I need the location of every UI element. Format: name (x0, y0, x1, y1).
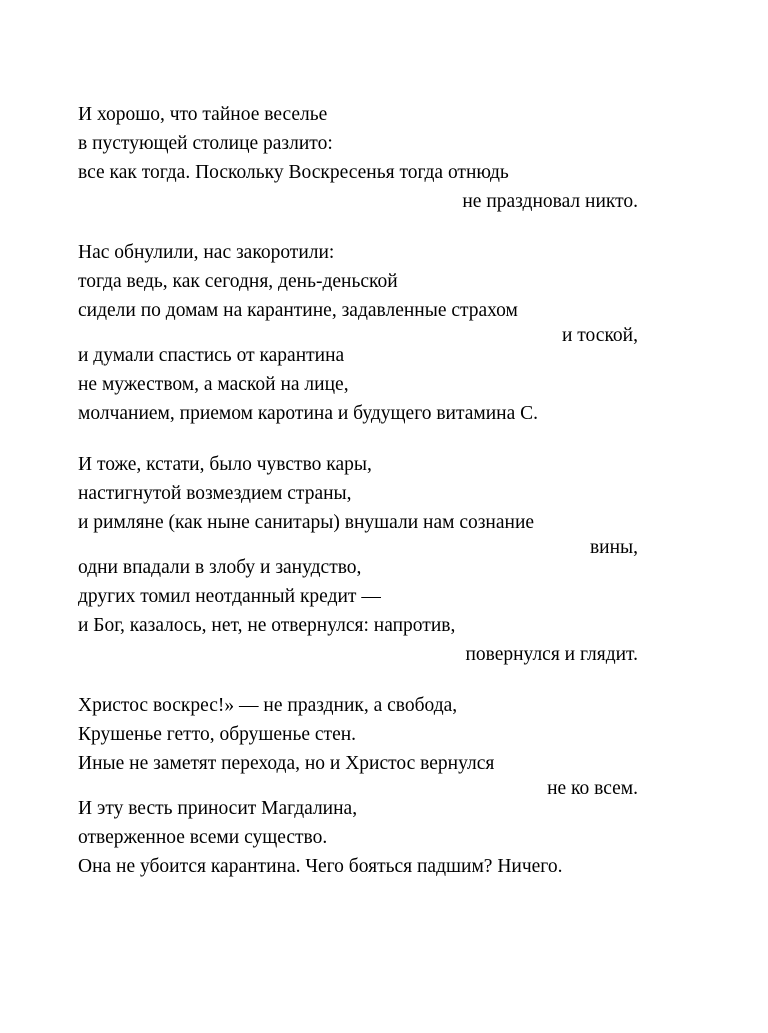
poem-line: других томил неотданный кредит — (78, 586, 381, 607)
stanza-3 (78, 450, 638, 669)
poem-line-continuation: вины, (589, 537, 638, 558)
poem-line: Христос воскрес!» — не праздник, а свобода, (78, 695, 458, 716)
poem-line: молчанием, приемом каротина и будущего витамина С. (78, 403, 539, 424)
poem-line: настигнутой возмездием страны, (78, 483, 352, 504)
stanza-4 (78, 691, 638, 881)
poem-line: все как тогда. Поскольку Воскресенья тогда отнюдь (78, 162, 509, 183)
poem-line: не мужеством, а маской на лице, (78, 374, 349, 395)
poem-line: И эту весть приносит Магдалина, (78, 798, 358, 819)
poem-line-continuation: повернулся и глядит. (465, 644, 638, 665)
poem-line: сидели по домам на карантине, задавленные страхом (78, 300, 518, 321)
poem-line-continuation: не праздновал никто. (462, 191, 638, 212)
poem-line: Иные не заметят перехода, но и Христос вернулся (78, 753, 495, 774)
stanza-2 (78, 238, 638, 428)
poem-text (78, 100, 638, 881)
poem-line: и Бог, казалось, нет, не отвернулся: напротив, (78, 615, 456, 636)
poem-line: тогда ведь, как сегодня, день-деньской (78, 271, 398, 292)
poem-line: И хорошо, что тайное веселье (78, 104, 328, 125)
poem-line-continuation: и тоской, (561, 325, 638, 346)
poem-line: и римляне (как ныне санитары) внушали нам сознание (78, 512, 535, 533)
poem-line-continuation: не ко всем. (547, 778, 638, 799)
poem-line: в пустующей столице разлито: (78, 133, 333, 154)
poem-line: Нас обнулили, нас закоротили: (78, 242, 335, 263)
poem-line: Крушенье гетто, обрушенье стен. (78, 724, 357, 745)
poem-line: Она не убоится карантина. Чего бояться падшим? Ничего. (78, 856, 563, 877)
stanza-1 (78, 100, 638, 216)
poem-line: отверженное всеми существо. (78, 827, 328, 848)
poem-line: И тоже, кстати, было чувство кары, (78, 454, 372, 475)
poem-line: одни впадали в злобу и занудство, (78, 557, 362, 578)
poem-line: и думали спастись от карантина (78, 345, 345, 366)
